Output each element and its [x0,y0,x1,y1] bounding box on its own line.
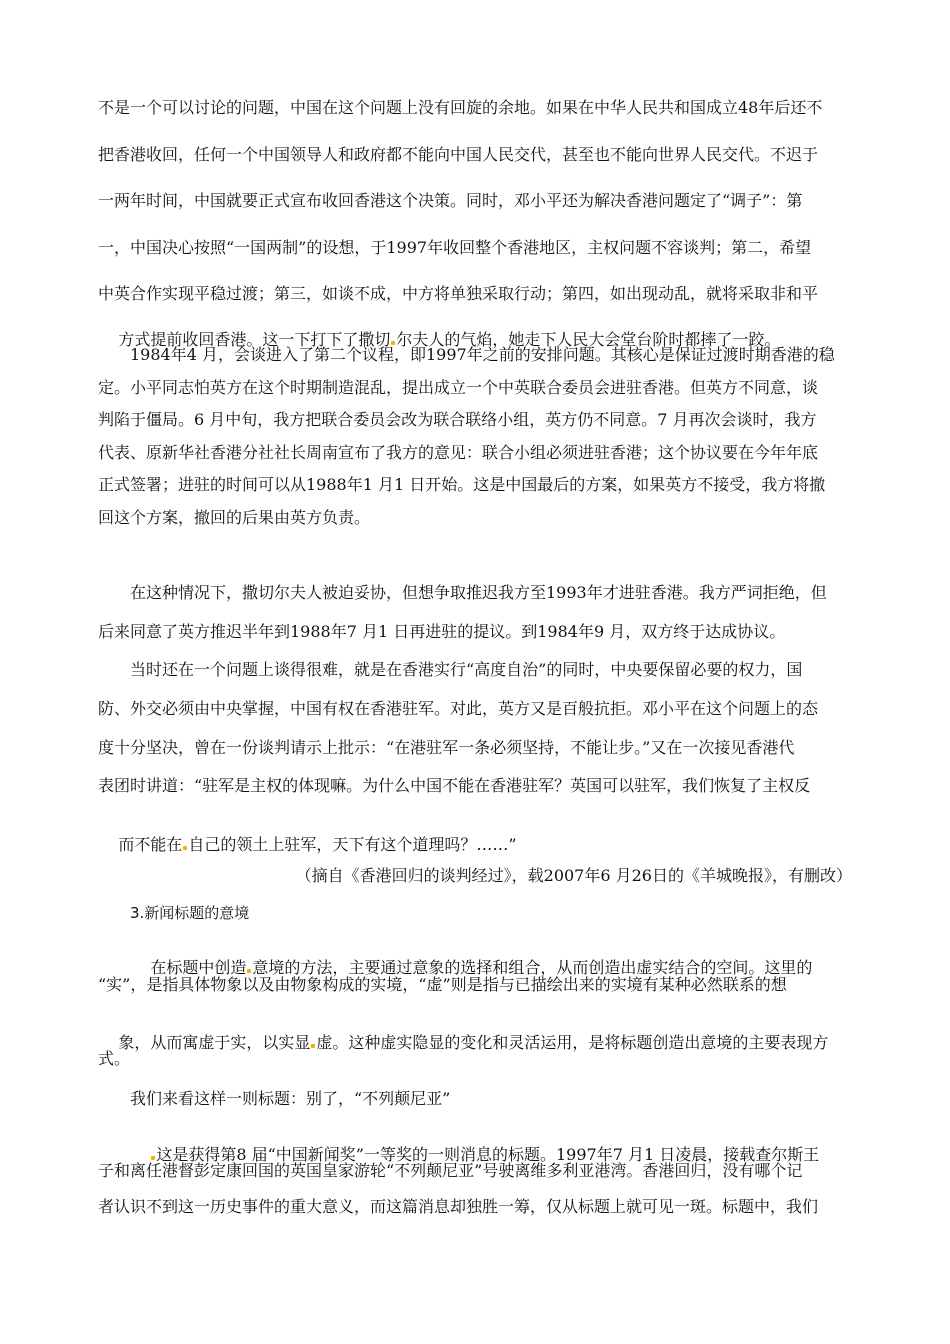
text-line: 防、外交必须由中央掌握，中国有权在香港驻军。对此，英方又是百般抗拒。邓小平在这个问题上的态 [98,699,819,718]
mark-dot-icon [183,846,187,850]
text-span: 象，从而寓虚于实，以实显 [118,1033,311,1052]
text-span: 这是获得第8 届“中国新闻奖”一等奖的一则消息的标题。1997年7 月1 日凌晨，接载查尔斯王 [156,1145,820,1164]
text-line: 表团时讲道：“驻军是主权的体现嘛。为什么中国不能在香港驻军？英国可以驻军，我们恢复了主权反 [98,776,811,795]
text-span: 意境的方法，主要通过意象的选择和组合，从而创造出虚实结合的空间。这里的 [252,958,813,977]
text-line: 代表、原新华社香港分社社长周南宣布了我方的意见：联合小组必须进驻香港；这个协议要在今年年底 [98,443,819,462]
text-line: 正式签署；进驻的时间可以从1988年1 月1 日开始。这是中国最后的方案，如果英方不接受，我方将撤 [98,475,826,494]
text-line: 式。 [98,1049,131,1068]
text-line: 中英合作实现平稳过渡；第三，如谈不成，中方将单独采取行动；第四，如出现动乱，就将采取非和平 [98,284,819,303]
section-heading: 3.新闻标题的意境 [130,904,250,922]
source-citation: （摘自《香港回归的谈判经过》，载2007年6 月26日的《羊城晚报》，有删改） [295,866,852,885]
text-line: 判陷于僵局。6 月中旬，我方把联合委员会改为联合联络小组，英方仍不同意。7 月再次会谈时，我方 [98,410,817,429]
text-line: 回这个方案，撤回的后果由英方负责。 [98,508,371,527]
text-line: “实”，是指具体物象以及由物象构成的实境，“虚”则是指与已描绘出来的实境有某种必然联系的想 [98,975,787,994]
text-span: 虚。这种虚实隐显的变化和灵活运用，是将标题创造出意境的主要表现方 [316,1033,829,1052]
mark-dot-icon [151,1156,155,1160]
text-span: 尔夫人的气焰，她走下人民大会堂台阶时都摔了一跤。 [396,330,781,349]
text-line: 定。小平同志怕英方在这个时期制造混乱，提出成立一个中英联合委员会进驻香港。但英方不同意，谈 [98,378,819,397]
text-line: 1984年4 月，会谈进入了第二个议程，即1997年之前的安排问题。其核心是保证过渡时期香港的稳 [130,345,835,364]
mark-dot-icon [311,1044,315,1048]
text-line: 度十分坚决，曾在一份谈判请示上批示：“在港驻军一条必须坚持，不能让步。”又在一次接见香港代 [98,738,795,757]
text-line: 者认识不到这一历史事件的重大意义，而这篇消息却独胜一筹，仅从标题上就可见一斑。标题中，我们 [98,1197,819,1216]
text-line: 把香港收回，任何一个中国领导人和政府都不能向中国人民交代，甚至也不能向世界人民交代。不迟于 [98,145,819,164]
mark-dot-icon [247,969,251,973]
text-line: 当时还在一个问题上谈得很难，就是在香港实行“高度自治”的同时，中央要保留必要的权力，国 [130,660,803,679]
text-line: 一，中国决心按照“一国两制”的设想，于1997年收回整个香港地区，主权问题不容谈判；第二，希望 [98,238,812,257]
text-line: 后来同意了英方推迟半年到1988年7 月1 日再进驻的提议。到1984年9 月，双方终于达成协议。 [98,622,786,641]
text-span: 在标题中创造 [150,958,247,977]
text-line: 子和离任港督彭定康回国的英国皇家游轮“不列颠尼亚”号驶离维多利亚港湾。香港回归，没有哪个记 [98,1161,803,1180]
text-line: 一两年时间，中国就要正式宣布收回香港这个决策。同时，邓小平还为解决香港问题定了“调子”：第 [98,191,803,210]
text-line: 不是一个可以讨论的问题，中国在这个问题上没有回旋的余地。如果在中华人民共和国成立48年后还不 [98,98,823,117]
text-line: 在这种情况下，撒切尔夫人被迫妥协，但想争取推迟我方至1993年才进驻香港。我方严词拒绝，但 [130,583,827,602]
text-span: 自己的领土上驻军，天下有这个道理吗？……” [188,835,517,854]
text-line: 我们来看这样一则标题：别了，“不列颠尼亚” [130,1089,451,1108]
text-span: 方式提前收回香港。这一下打下了撒切 [118,330,391,349]
text-span: 而不能在 [118,835,183,854]
